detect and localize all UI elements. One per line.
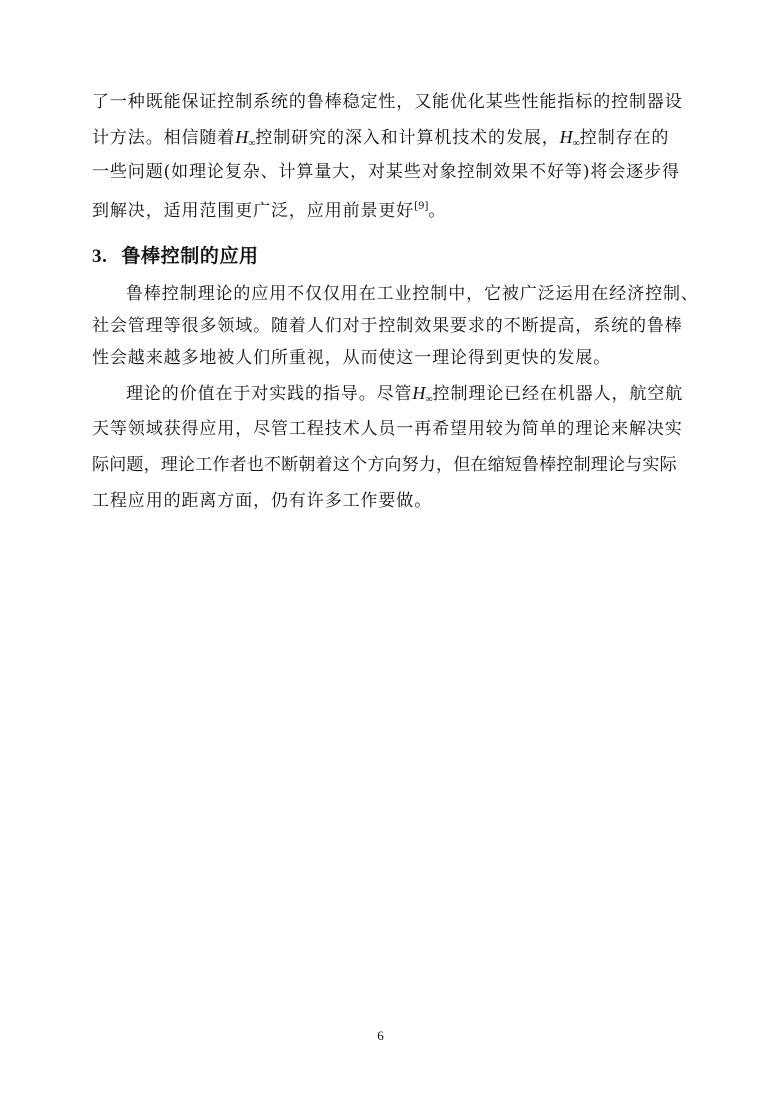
h-infinity-symbol: $H_\infty$ [235,127,256,149]
text-span: 际问题，理论工作者也不断朝着这个方向努力，但在缩短鲁棒控制理论与实际 [92,455,677,475]
text-span: 。 [428,201,447,221]
paragraph-1-line-4 [92,197,670,221]
page-number: 6 [377,1028,384,1043]
paragraph-2-line-1 [126,284,699,304]
paragraph-3-line-2 [92,419,683,439]
text-span: 性会越来越多地被人们所重视，从而使这一理论得到更快的发展。 [92,348,612,368]
paragraph-1-line-3 [92,162,680,182]
paragraph-2-line-3 [92,348,670,368]
h-infinity-symbol: $H_\infty$ [412,383,433,405]
paragraph-1-line-2 [92,127,670,147]
paragraph-1-line-1 [92,92,683,112]
text-span: 控制存在的 [579,128,670,148]
text-span: 工程应用的距离方面，仍有许多工作要做。 [92,491,433,511]
text-span: 计方法。相信随着 [92,128,236,148]
paragraph-3-line-3 [92,455,677,475]
text-span: 控制研究的深入和计算机技术的发展， [255,128,560,148]
paragraph-3-line-1 [126,383,684,405]
text-span: 控制理论已经在机器人，航空航 [432,384,684,404]
text-span: 社会管理等很多领域。随着人们对于控制效果要求的不断提高，系统的鲁棒 [92,316,683,336]
text-span: 鲁棒控制理论的应用不仅仅用在工业控制中，它被广泛运用在经济控制、 [126,284,699,304]
citation-ref: [9] [414,201,429,212]
paragraph-2-line-2 [92,316,683,336]
section-number: 3. [92,246,108,267]
section-title: 鲁棒控制的应用 [121,245,259,267]
text-span: 了一种既能保证控制系统的鲁棒稳定性，又能优化某些性能指标的控制器设 [92,92,683,112]
text-span: 到解决，适用范围更广泛，应用前景更好 [92,201,415,221]
section-heading [92,244,259,269]
h-infinity-symbol: $H_\infty$ [559,127,580,149]
paragraph-3-line-4 [92,491,670,511]
text-span: 一些问题(如理论复杂、计算量大，对某些对象控制效果不好等)将会逐步得 [92,162,680,182]
text-span: 天等领域获得应用，尽管工程技术人员一再希望用较为简单的理论来解决实 [92,419,683,439]
text-span: 理论的价值在于对实践的指导。尽管 [126,384,413,404]
